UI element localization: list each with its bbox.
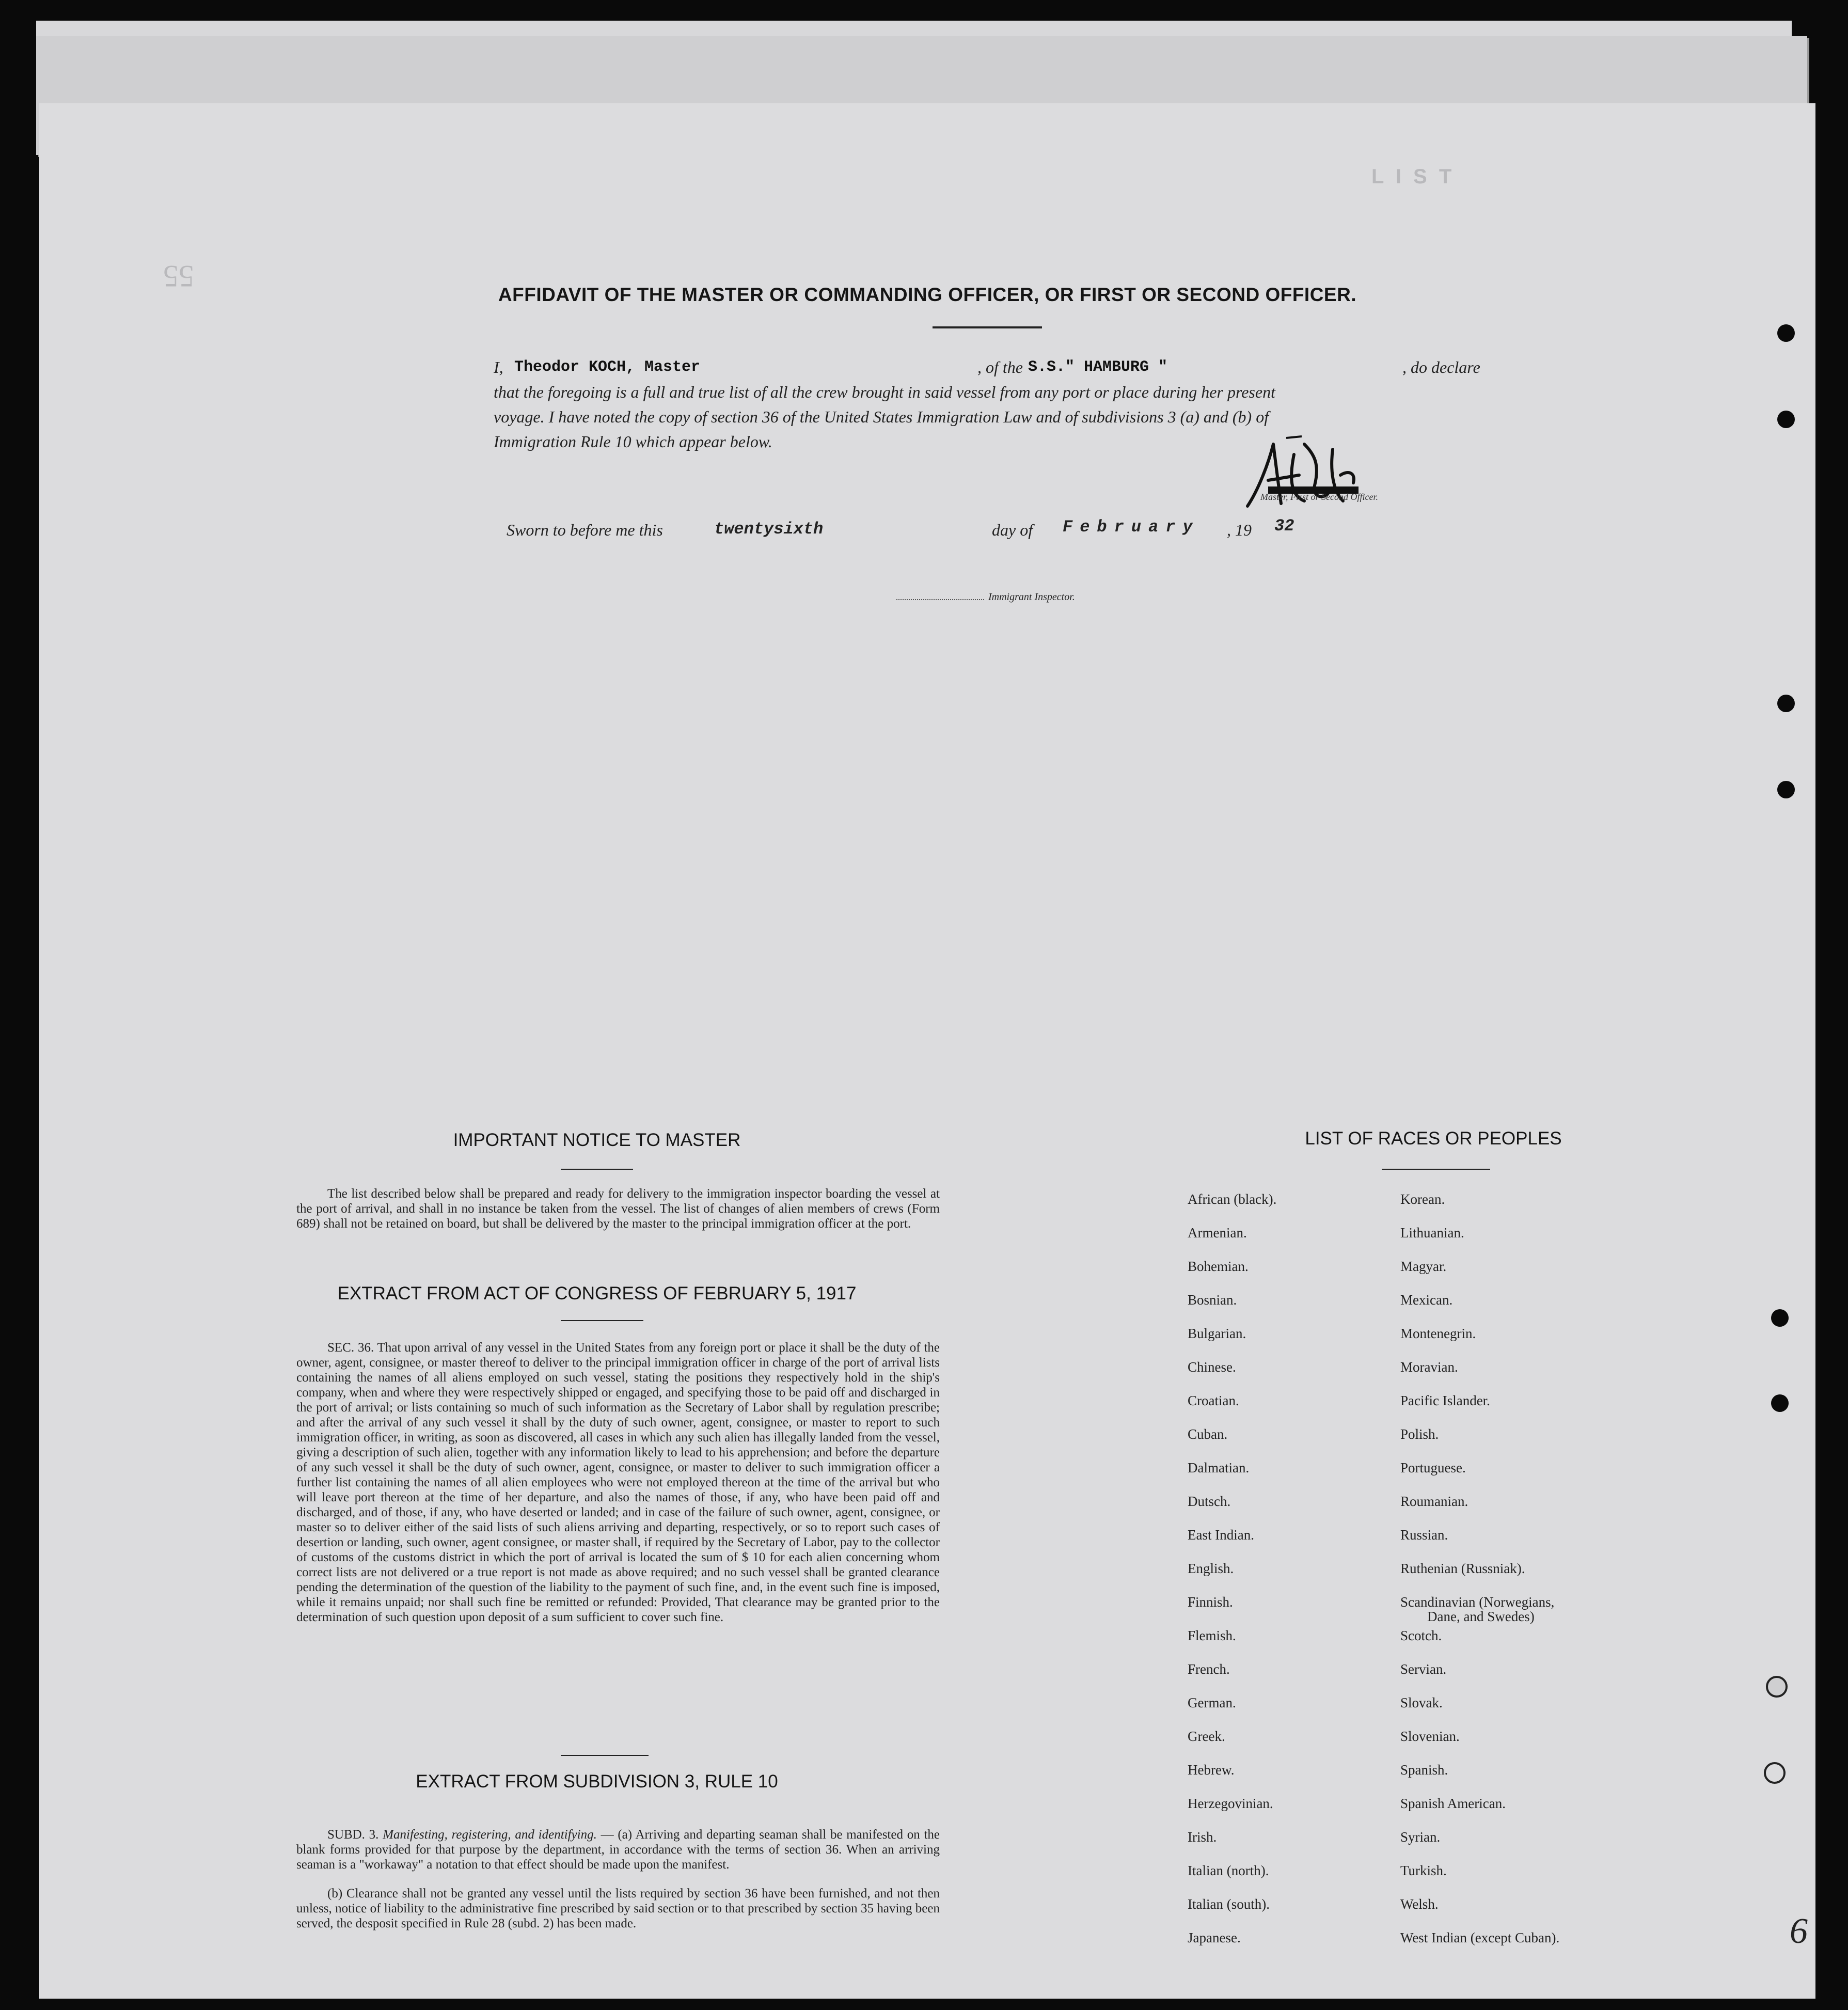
sworn-day: twentysixth [714,520,824,539]
notice-rule [561,1169,633,1170]
race-item: Korean. [1400,1191,1445,1207]
sworn-month: February [1063,517,1200,537]
subdivision-text-a [296,1827,940,1872]
race-item: Moravian. [1400,1359,1458,1375]
race-item: Mexican. [1400,1292,1453,1308]
race-item: Polish. [1400,1426,1439,1442]
race-item: Lithuanian. [1400,1225,1464,1240]
race-item: Chinese. [1188,1359,1236,1375]
race-item: Hebrew. [1188,1762,1235,1778]
race-item: Scandinavian (Norwegians, [1400,1594,1555,1610]
race-item: Armenian. [1188,1225,1247,1240]
race-item: Slovak. [1400,1695,1443,1710]
race-item: Greek. [1188,1729,1225,1744]
punch-hole [1777,781,1795,798]
race-item: Magyar. [1400,1259,1447,1274]
race-item: Italian (south). [1188,1896,1270,1912]
race-item: Russian. [1400,1527,1448,1543]
inspector-caption: Immigrant Inspector. [988,591,1075,603]
affidavit-title: AFFIDAVIT OF THE MASTER OR COMMANDING OFFICER, OR FIRST OR SECOND OFFICER. [498,284,1357,305]
act-heading: EXTRACT FROM ACT OF CONGRESS OF FEBRUARY 5, 1917 [337,1283,857,1304]
punch-hole [1777,324,1795,342]
race-item: Scotch. [1400,1628,1442,1643]
act-text: SEC. 36. That upon arrival of any vessel in the United States from any foreign port or place it shall be the duty of the owner, agent, consignee, or master thereof to deliver to the principal immigration officer in charge of the port of arrival lists containing the names of all aliens employed on such vessel, stating the positions they respectively hold in the ship's company, when and where they were respectively shipped or engaged, and specifying those to be paid off and discharged in the port of arrival; or lists containing so much of such information as the Secretary of Labor shall by regulation prescribe; and after the arrival of any such vessel it shall by the duty of such owner, agent, consignee, or master to report to such immigration officer, in writing, as soon as discovered, all cases in which any such alien has illegally landed from the vessel, giving a description of such alien, together with any information likely to lead to his apprehension; and before the departure of any such vessel it shall be the duty of such owner, agent, consignee, or master to deliver to such immigration officer a further list containing the names of all alien employees who were not employed thereon at the time of the arrival but who will leave port thereon at the time of her departure, and also the names of those, if any, who have been paid off and discharged, and of those, if any, who have deserted or landed; and in case of the failure of such owner, agent, consignee, or master so to deliver either of the said lists of such aliens arriving and departing, respectively, or so to report such cases of desertion or landing, such owner, agent consignee, or master shall, if required by the Secretary of Labor, pay to the collector of customs of the customs district in which the port of arrival is located the sum of $ 10 for each alien concerning whom correct lists are not delivered or a true report is not made as above required; and no such vessel shall be granted clearance pending the determination of the question of the liability to the payment of such fine, and, in the event such fine is imposed, while it remains unpaid; nor shall such fine be remitted or refunded: Provided, That clearance may be granted prior to the determination of such question upon deposit of a sum sufficient to cover such fine. [296,1341,940,1624]
sworn-prefix: Sworn to before me this [507,521,663,539]
punch-hole [1777,695,1795,712]
signature-caption: Master, First or Second Officer. [1260,492,1378,502]
race-item: Dutsch. [1188,1494,1231,1509]
punch-hole [1771,1394,1789,1412]
page-mark: 6 [1790,1911,1808,1951]
race-item: Welsh. [1400,1896,1439,1912]
race-item: Bosnian. [1188,1292,1237,1308]
race-item: Syrian. [1400,1829,1441,1845]
do-declare-label: , do declare [1402,358,1480,376]
declaration-line-4: Immigration Rule 10 which appear below. [494,432,772,451]
margin-number: 55 [163,259,194,293]
subdivision-heading: EXTRACT FROM SUBDIVISION 3, RULE 10 [416,1771,778,1792]
vessel-name: S.S." HAMBURG " [1028,358,1168,376]
race-item: West Indian (except Cuban). [1400,1930,1560,1945]
inspector-signature-line [896,599,984,600]
year-prefix: , 19 [1227,521,1252,539]
race-item: Roumanian. [1400,1494,1468,1509]
subdivision-title: Manifesting, registering, and identifying. [383,1828,597,1842]
punch-hole [1777,411,1795,428]
race-item: Japanese. [1188,1930,1241,1945]
day-of-label: day of [992,521,1033,539]
race-item: Bulgarian. [1188,1326,1246,1341]
race-item: French. [1188,1661,1230,1677]
race-item: Spanish. [1400,1762,1448,1778]
race-item: Herzegovinian. [1188,1796,1273,1811]
title-rule [933,326,1042,328]
subdivision-text-b: (b) Clearance shall not be granted any vessel until the lists required by section 36 have been furnished, and not then unless, notice of liability to the administrative fine prescribed by said section or to that prescribed by section 35 having been served, the desposit specified in Rule 28 (subd. 2) has been made. [296,1887,940,1930]
race-item: Spanish American. [1400,1796,1506,1811]
race-item: Turkish. [1400,1863,1447,1878]
race-item: Croatian. [1188,1393,1239,1408]
race-item: English. [1188,1561,1234,1576]
races-heading: LIST OF RACES OR PEOPLES [1305,1128,1562,1149]
race-item: Bohemian. [1188,1259,1249,1274]
race-item: Irish. [1188,1829,1217,1845]
of-the-label: , of the [977,358,1023,376]
master-signature [1237,434,1361,516]
subdivision-top-rule [561,1755,649,1756]
subdivision-clause-a: — (a) Arriving and departing seaman shall be manifested on the blank forms provided for that purpose by the department, in accordance with the terms of section 36. When an arriving seaman is a "workaway" a notation to that effect should be made upon the manifest. [296,1828,940,1872]
decl-prefix: I, [494,358,503,376]
punch-hole [1766,1676,1788,1698]
race-item: Cuban. [1188,1426,1228,1442]
race-item: East Indian. [1188,1527,1254,1543]
race-item: Dane, and Swedes) [1427,1609,1535,1624]
race-item: Flemish. [1188,1628,1236,1643]
document-page [39,103,1815,1999]
races-rule [1382,1169,1490,1170]
race-item: African (black). [1188,1191,1277,1207]
punch-hole [1764,1762,1786,1784]
punch-hole [1771,1309,1789,1327]
race-item: Ruthenian (Russniak). [1400,1561,1525,1576]
year-suffix: 32 [1274,516,1294,536]
master-name: Theodor KOCH, Master [514,358,701,376]
race-item: Finnish. [1188,1594,1233,1610]
race-item: Portuguese. [1400,1460,1466,1475]
race-item: Italian (north). [1188,1863,1269,1878]
notice-heading: IMPORTANT NOTICE TO MASTER [453,1130,741,1150]
race-item: Pacific Islander. [1400,1393,1490,1408]
bleed-through-text: L I S T [1371,165,1455,188]
race-item: Dalmatian. [1188,1460,1250,1475]
race-item: Slovenian. [1400,1729,1460,1744]
declaration-line-2: that the foregoing is a full and true list of all the crew brought in said vessel from any port or place during her present [494,383,1275,401]
declaration-line-3: voyage. I have noted the copy of section 36 of the United States Immigration Law and of subdivisions 3 (a) and (b) of [494,407,1269,426]
race-item: Servian. [1400,1661,1447,1677]
subdivision-label: SUBD. 3. [327,1828,379,1842]
race-item: Montenegrin. [1400,1326,1476,1341]
notice-text: The list described below shall be prepared and ready for delivery to the immigration inspector boarding the vessel at the port of arrival, and shall in no instance be taken from the vessel. The list of changes of alien members of crews (Form 689) shall not be retained on board, but shall be delivered by the master to the principal immigration officer at the port. [296,1187,940,1231]
race-item: German. [1188,1695,1236,1710]
act-rule [561,1320,643,1321]
